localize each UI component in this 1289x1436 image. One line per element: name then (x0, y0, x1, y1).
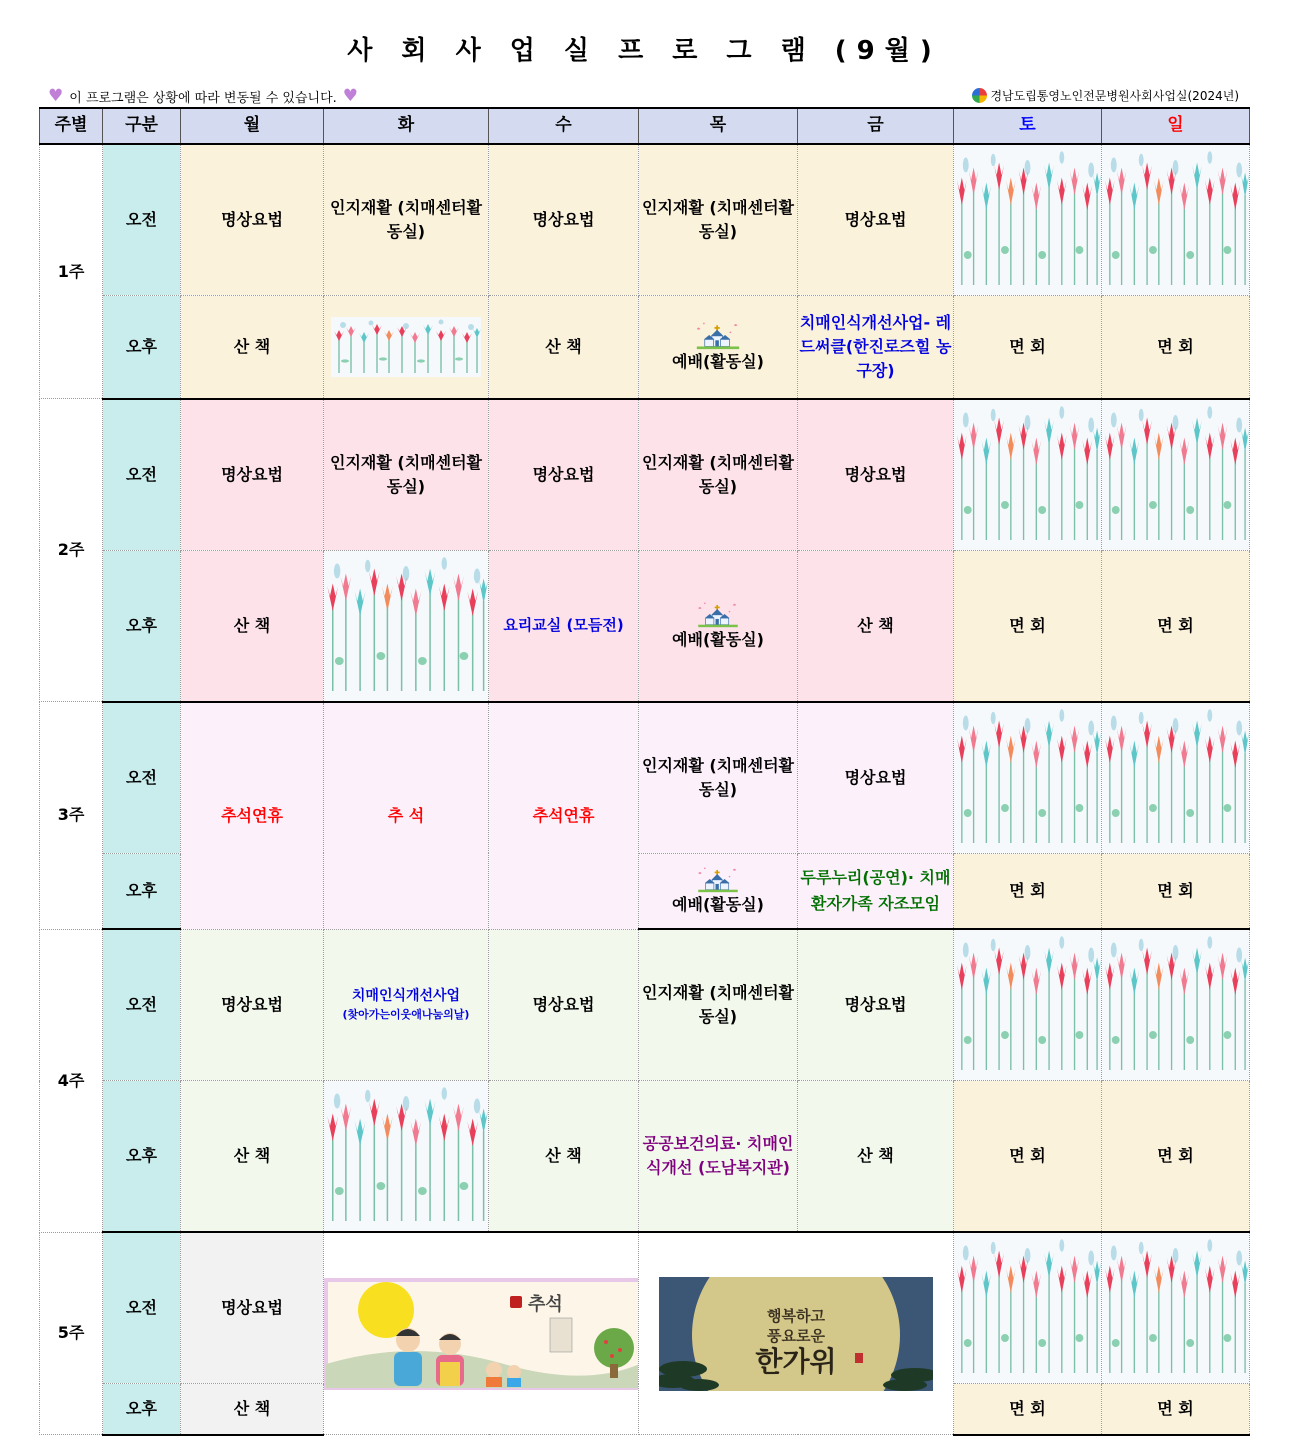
cell-fri-am: 명상요법 (798, 702, 954, 854)
hangawi-line-1: 행복하고 (767, 1306, 825, 1325)
tulip-garden-image (954, 399, 1102, 551)
cell-sat-pm: 면 회 (954, 1081, 1102, 1233)
table-row (40, 1081, 1250, 1233)
cell-mon-pm: 산 책 (181, 550, 324, 702)
table-row (40, 296, 1250, 399)
cell-fri-pm: 치매인식개선사업- 레드써클(한진로즈힐 농구장) (798, 296, 954, 399)
tulip-garden-image (954, 144, 1102, 296)
tulip-garden-image (324, 550, 489, 702)
cell-sun-pm: 면 회 (1102, 550, 1250, 702)
cell-tue-holiday: 추 석 (324, 702, 489, 930)
tulip-garden-image (954, 702, 1102, 854)
cell-sun-pm: 면 회 (1102, 853, 1250, 929)
week-label: 2주 (40, 399, 103, 702)
org-logo-icon (972, 88, 987, 103)
col-sun: 일 (1102, 108, 1250, 144)
col-tue: 화 (324, 108, 489, 144)
table-row (40, 144, 1250, 296)
cell-fri-am: 명상요법 (798, 399, 954, 551)
cell-thu-pm (639, 550, 798, 702)
cell-fri-pm: 산 책 (798, 1081, 954, 1233)
cell-fri-am: 명상요법 (798, 144, 954, 296)
organization-label (972, 87, 1239, 104)
cell-mon-am: 명상요법 (181, 144, 324, 296)
tulip-garden-image (1102, 1232, 1250, 1384)
cell-sat-pm: 면 회 (954, 1384, 1102, 1435)
tulip-garden-image (324, 1081, 489, 1233)
cell-mon-am: 명상요법 (181, 1232, 324, 1384)
tue-am-subtitle: (찾아가는이웃애나눔의날) (342, 1008, 470, 1021)
cell-thu-am: 인지재활 (치매센터활동실) (639, 399, 798, 551)
event-text: 두루누리(공연)· 치매환자가족 자조모임 (800, 868, 951, 913)
notice-text: 이 프로그램은 상황에 따라 변동될 수 있습니다. (69, 90, 337, 106)
page-title: 사 회 사 업 실 프 로 그 램 (9월) (347, 36, 942, 66)
cell-mon-pm: 산 책 (181, 1384, 324, 1435)
col-thu: 목 (639, 108, 798, 144)
cell-sun-pm: 면 회 (1102, 1081, 1250, 1233)
cell-sat-pm: 면 회 (954, 550, 1102, 702)
cell-thu-am: 인지재활 (치매센터활동실) (639, 144, 798, 296)
tulip-garden-image (324, 296, 489, 399)
tulip-garden-image (1102, 144, 1250, 296)
cell-mon-holiday: 추석연휴 (181, 702, 324, 930)
cell-thu-pm (639, 296, 798, 399)
church-image (688, 600, 748, 628)
period-am: 오전 (103, 929, 181, 1081)
cell-mon-am: 명상요법 (181, 929, 324, 1081)
cell-fri-pm: 산 책 (798, 550, 954, 702)
tue-am-title: 치매인식개선사업 (351, 988, 461, 1004)
schedule-table (39, 107, 1250, 1436)
week-label: 1주 (40, 144, 103, 399)
col-fri: 금 (798, 108, 954, 144)
cell-tue-am: 인지재활 (치매센터활동실) (324, 399, 489, 551)
period-am: 오전 (103, 399, 181, 551)
church-image (688, 865, 748, 893)
hangawi-illustration (659, 1277, 933, 1391)
cell-sat-pm: 면 회 (954, 853, 1102, 929)
cell-fri-pm (798, 853, 954, 929)
hangawi-line-3: 한가위 (755, 1344, 837, 1378)
cell-sun-pm: 면 회 (1102, 1384, 1250, 1435)
cell-wed-am: 명상요법 (489, 399, 639, 551)
tulip-garden-image (954, 1232, 1102, 1384)
period-pm: 오후 (103, 296, 181, 399)
worship-text: 예배(활동실) (672, 629, 764, 649)
cell-sat-pm: 면 회 (954, 296, 1102, 399)
table-row (40, 550, 1250, 702)
col-period: 구분 (103, 108, 181, 144)
col-sat: 토 (954, 108, 1102, 144)
period-am: 오전 (103, 702, 181, 854)
hangawi-line-2: 풍요로운 (767, 1326, 825, 1345)
cell-wed-pm: 산 책 (489, 296, 639, 399)
cell-tue-am (324, 929, 489, 1081)
tulip-garden-image (1102, 399, 1250, 551)
col-mon: 월 (181, 108, 324, 144)
tulip-garden-image (954, 929, 1102, 1081)
table-row (40, 1232, 1250, 1384)
cell-thu-am: 인지재활 (치매센터활동실) (639, 929, 798, 1081)
cell-mon-am: 명상요법 (181, 399, 324, 551)
cell-wed-am: 명상요법 (489, 144, 639, 296)
cell-tue-am: 인지재활 (치매센터활동실) (324, 144, 489, 296)
cell-thu-pm (639, 853, 798, 929)
period-am: 오전 (103, 1232, 181, 1384)
period-pm: 오후 (103, 550, 181, 702)
period-pm: 오후 (103, 1384, 181, 1435)
cell-mon-pm: 산 책 (181, 1081, 324, 1233)
hangawi-greeting-image (639, 1232, 954, 1435)
tulip-garden-image (1102, 929, 1250, 1081)
cell-wed-am: 명상요법 (489, 929, 639, 1081)
cell-sun-pm: 면 회 (1102, 296, 1250, 399)
table-row (40, 929, 1250, 1081)
header-row (40, 108, 1250, 144)
col-wed: 수 (489, 108, 639, 144)
week-label: 3주 (40, 702, 103, 930)
cell-wed-pm: 산 책 (489, 1081, 639, 1233)
week-label: 5주 (40, 1232, 103, 1435)
period-am: 오전 (103, 144, 181, 296)
table-row (40, 399, 1250, 551)
period-pm: 오후 (103, 853, 181, 929)
notice (48, 86, 358, 106)
church-image (688, 320, 748, 350)
cell-thu-am: 인지재활 (치매센터활동실) (639, 702, 798, 854)
cell-mon-pm: 산 책 (181, 296, 324, 399)
cell-wed-holiday: 추석연휴 (489, 702, 639, 930)
worship-text: 예배(활동실) (672, 894, 764, 914)
cell-thu-pm: 공공보건의료· 치매인식개선 (도남복지관) (639, 1081, 798, 1233)
organization-text: 경남도립통영노인전문병원사회사업실(2024년) (990, 89, 1239, 103)
tulip-garden-image (1102, 702, 1250, 854)
fri-pm-text (801, 868, 951, 913)
cell-fri-am: 명상요법 (798, 929, 954, 1081)
heart-icon: ♥ (342, 86, 359, 106)
heart-icon: ♥ (48, 86, 64, 106)
col-week: 주별 (40, 108, 103, 144)
period-pm: 오후 (103, 1081, 181, 1233)
cell-wed-pm: 요리교실 (모듬전) (489, 550, 639, 702)
week-label: 4주 (40, 929, 103, 1232)
worship-text: 예배(활동실) (672, 351, 764, 371)
chuseok-family-illustration (324, 1278, 639, 1390)
chuseok-logo-text: 추석 (528, 1293, 563, 1315)
table-row (40, 702, 1250, 854)
chuseok-family-image (324, 1232, 639, 1435)
